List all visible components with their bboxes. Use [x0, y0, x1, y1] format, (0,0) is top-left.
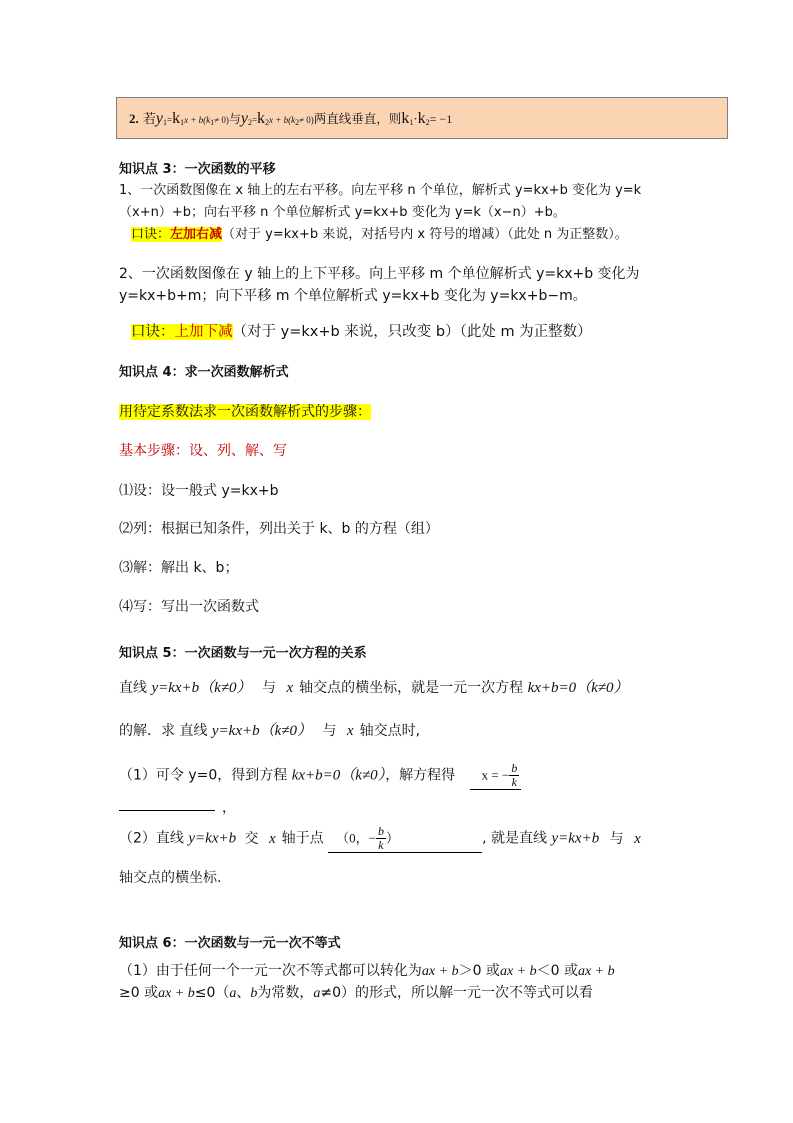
k2-sub-2: 2	[295, 118, 300, 127]
s6-l2-h: a	[313, 986, 321, 1001]
section-3-para-2-line-2: y=kx+b+m；向下平移 m 个单位解析式 y=kx+b 变化为 y=kx+b−m。	[119, 288, 587, 304]
section-3-para-1-line-1: 1、一次函数图像在 x 轴上的左右平移。向左平移 n 个单位，解析式 y=kx+b 变化为 y=k	[119, 183, 642, 198]
tip-2-key: 上加下减	[174, 324, 233, 340]
frac2-num: b	[377, 824, 384, 838]
s6-l2-a: ≥0 或	[119, 985, 159, 1001]
l2-d: x	[346, 723, 354, 739]
fraction-b-over-k	[509, 762, 519, 789]
frac2-den: k	[376, 838, 386, 852]
l4-g: y=kx+b	[551, 830, 600, 847]
section-4-method	[119, 402, 371, 422]
x-eq: x = −	[481, 767, 510, 783]
tip-1-key: 左加右减	[170, 227, 223, 242]
y1-sub: 1	[163, 118, 168, 127]
eq-sign-2: =	[251, 115, 258, 125]
section-5-line-3	[119, 762, 521, 790]
dot-op: ·	[413, 111, 418, 126]
frac-num: b	[511, 761, 518, 775]
l1-f: kx+b=0（k≠0）	[527, 680, 629, 696]
section-5-title: 知识点 5：一次函数与一元一次方程的关系	[119, 646, 367, 661]
section-6-line-2	[119, 983, 593, 1004]
perpendicular-formula	[129, 108, 452, 128]
tip-1-rest: （对于 y=kx+b 来说，对括号内 x 符号的增减）（此处 n 为正整数）。	[222, 227, 628, 242]
l4-h: 与	[609, 830, 624, 847]
s6-l2-c: ≤0（	[194, 985, 230, 1001]
k2-var: k	[257, 110, 266, 127]
l4-b: y=kx+b	[188, 830, 237, 847]
point-open: （0，−	[336, 830, 376, 846]
point-close: ）	[385, 830, 399, 846]
s6-l2-g: 为常数，	[257, 985, 314, 1001]
intersection-point-blank	[328, 825, 482, 853]
l2-e: 轴交点时,	[359, 723, 421, 739]
s6-l2-e: 、	[236, 985, 251, 1001]
tip-2-label: 口诀：	[131, 324, 175, 340]
l4-a: （2）直线	[119, 830, 184, 847]
l1-a: 直线	[119, 680, 147, 696]
product-result: = −1	[429, 112, 453, 126]
item-number: 2.	[129, 111, 139, 126]
l1-d: x	[286, 680, 294, 696]
word-and: 与	[228, 112, 241, 126]
word-if: 若	[142, 112, 156, 127]
section-4-title: 知识点 4：求一次函数解析式	[119, 365, 289, 380]
section-3-para-1-line-2: （x+n）+b；向右平移 n 个单位解析式 y=kx+b 变化为 y=k（x−n）+b。	[119, 205, 566, 220]
method-highlight: 用待定系数法求一次函数解析式的步骤：	[119, 404, 371, 420]
s6-l1-d: ax + b	[499, 964, 537, 979]
k1-var: k	[172, 110, 181, 127]
l3-b: kx+b=0（k≠0）	[291, 767, 386, 784]
answer-blank-continued	[119, 810, 215, 811]
tip-1-label: 口诀：	[131, 227, 171, 242]
l3-c: ，解方程得	[385, 767, 456, 784]
s6-l1-c: ＞0 或	[458, 963, 500, 979]
k1-sub: 1	[180, 118, 185, 127]
l1-b: y=kx+b（k≠0）	[151, 680, 252, 696]
section-4-basic-steps: 基本步骤：设、列、解、写	[119, 443, 287, 459]
section-6-line-1	[119, 961, 615, 982]
fraction-b-over-k-2	[376, 825, 386, 852]
l4-i: x	[634, 830, 641, 847]
l2-a: 的解．求 直线	[119, 723, 208, 739]
eq-sign-1: =	[167, 115, 173, 125]
comma: ，	[222, 800, 236, 816]
section-3-tip-2	[131, 322, 592, 342]
xb-term-1: x + b(k	[184, 115, 211, 125]
step-2: ⑵列：根据已知条件，列出关于 k、b 的方程（组）	[119, 521, 439, 537]
s6-l1-b: ax + b	[421, 964, 459, 979]
k2-sub: 2	[265, 118, 270, 127]
step-4: ⑷写：写出一次函数式	[119, 599, 259, 615]
section-3-title: 知识点 3：一次函数的平移	[119, 162, 276, 177]
section-5-line-4	[119, 825, 641, 853]
cond-2: ≠ 0)	[299, 115, 314, 125]
l2-b: y=kx+b（k≠0）	[211, 723, 313, 739]
l4-e: 轴于点	[281, 830, 324, 847]
kb-sub: 2	[425, 118, 430, 127]
y1-var: y	[155, 110, 164, 127]
ka-sub: 1	[409, 118, 414, 127]
l3-a: （1）可令 y=0，得到方程	[119, 767, 288, 784]
s6-l1-a: （1）由于任何一个一元一次不等式都可以转化为	[119, 963, 422, 979]
s6-l1-f: ax + b	[577, 964, 615, 979]
cond-1: ≠ 0)	[214, 115, 229, 125]
section-6-title: 知识点 6：一次函数与一元一次不等式	[119, 936, 341, 951]
section-3-para-2-line-1: 2、一次函数图像在 y 轴上的上下平移。向上平移 m 个单位解析式 y=kx+b 变化为	[119, 266, 640, 282]
section-5-line-5: 轴交点的横坐标.	[119, 870, 222, 886]
section-5-line-1	[119, 678, 629, 698]
s6-l2-b: ax + b	[158, 986, 195, 1001]
k1-sub-2: 1	[210, 118, 215, 127]
answer-x-blank	[470, 762, 522, 790]
tip-2-rest: （对于 y=kx+b 来说，只改变 b）（此处 m 为正整数）	[232, 324, 592, 340]
l4-d: x	[269, 830, 276, 847]
s6-l2-i: ≠0）的形式，所以解一元一次不等式可以看	[320, 985, 594, 1001]
y2-sub: 2	[247, 118, 252, 127]
ka-var: k	[401, 110, 410, 127]
kb-var: k	[417, 110, 426, 127]
section-5-line-2	[119, 721, 420, 741]
s6-l1-e: ＜0 或	[536, 963, 578, 979]
y2-var: y	[240, 110, 248, 127]
perp-text: 两直线垂直，则	[313, 111, 402, 126]
xb-term-2: x + b(k	[269, 115, 296, 125]
s6-l2-f: b	[250, 986, 258, 1001]
l2-c: 与	[322, 723, 337, 739]
l4-c: 交	[244, 830, 259, 847]
step-1: ⑴设：设一般式 y=kx+b	[119, 483, 279, 499]
perpendicular-formula-box	[116, 97, 728, 139]
l1-c: 与	[262, 680, 277, 696]
l4-f: , 就是直线	[482, 830, 548, 847]
section-3-tip-1	[131, 226, 628, 244]
step-3: ⑶解：解出 k、b；	[119, 560, 239, 576]
l1-e: 轴交点的横坐标，就是一元一次方程	[299, 680, 524, 696]
frac-den: k	[509, 775, 519, 789]
s6-l2-d: a	[229, 986, 237, 1001]
